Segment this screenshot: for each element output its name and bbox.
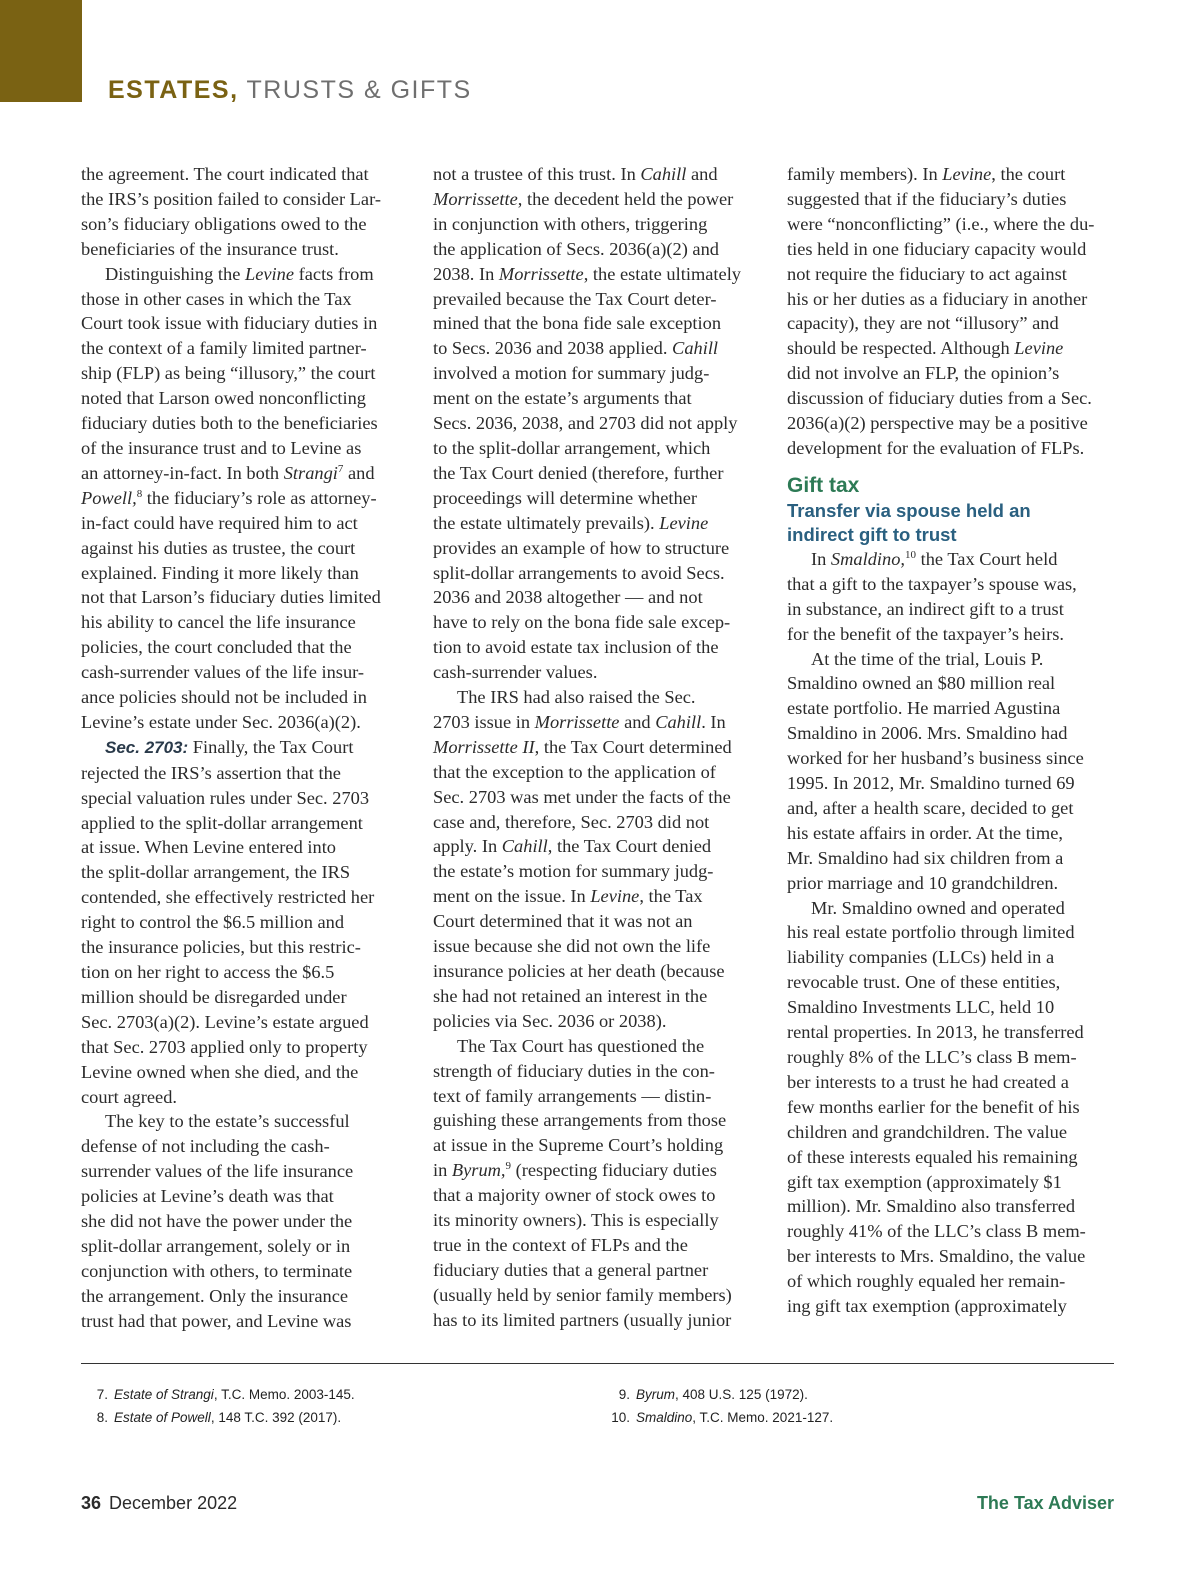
text-line: policies via Sec. 2036 or 2038).: [433, 1010, 667, 1031]
text-line: 2036 and 2038 altogether — and not: [433, 587, 703, 608]
text-line: revocable trust. One of these entities,: [787, 972, 1061, 993]
text-line: of these interests equaled his remaining: [787, 1146, 1078, 1167]
text-line: did not involve an FLP, the opinion’s: [787, 363, 1060, 384]
text-line: noted that Larson owed nonconflicting: [81, 388, 366, 409]
text-line: fiduciary duties that a general partner: [433, 1259, 709, 1280]
text-line: ship (FLP) as being “illusory,” the court: [81, 363, 376, 384]
text-line: have to rely on the bona fide sale excep-: [433, 612, 731, 633]
text-line: Smaldino Investments LLC, held 10: [787, 997, 1055, 1018]
text-line: development for the evaluation of FLPs.: [787, 437, 1085, 458]
text-line: that the exception to the application of: [433, 761, 716, 782]
text-line: his estate affairs in order. At the time,: [787, 822, 1063, 843]
footnote-10: 10. Smaldino, T.C. Memo. 2021-127.: [611, 1410, 834, 1425]
text-line: fiduciary duties both to the beneficiaries: [81, 413, 378, 434]
text-line: that Sec. 2703 applied only to property: [81, 1036, 368, 1057]
paragraph: [787, 896, 1117, 1319]
publication-name: The Tax Adviser: [976, 1493, 1114, 1513]
text-line: explained. Finding it more likely than: [81, 562, 359, 583]
section-heading-gift-tax: Gift tax: [787, 473, 860, 497]
footnote-9: 9. Byrum, 408 U.S. 125 (1972).: [618, 1387, 808, 1402]
text-line: ber interests to a trust he had created a: [787, 1071, 1069, 1092]
text-line: provides an example of how to structure: [433, 537, 730, 558]
text-line: rental properties. In 2013, he transferred: [787, 1022, 1084, 1043]
subheading-transfer-via-spouse: Transfer via spouse held an indirect gift to trust: [787, 499, 1031, 545]
text-line: 2038. In Morrissette, the estate ultimately: [433, 263, 741, 284]
text-line: she had not retained an interest in the: [433, 985, 708, 1006]
text-line: the context of a family limited partner-: [81, 338, 367, 359]
text-line: in substance, an indirect gift to a trust: [787, 598, 1064, 619]
text-line: million). Mr. Smaldino also transferred: [787, 1196, 1076, 1217]
footnote-ref: 7: [337, 462, 344, 475]
text-line: the estate ultimately prevails). Levine: [433, 512, 709, 533]
text-line: proceedings will determine whether: [433, 487, 698, 508]
paragraph: [81, 1109, 411, 1333]
text-line: beneficiaries of the insurance trust.: [81, 238, 339, 259]
footnote-ref: 8: [136, 487, 143, 500]
text-line: At the time of the trial, Louis P.: [811, 648, 1044, 669]
paragraph: [433, 685, 763, 1034]
text-line: insurance policies at her death (because: [433, 961, 725, 981]
text-line: In Smaldino,$^{10}$ the Tax Court held: [811, 548, 1058, 569]
text-line: policies, the court concluded that the: [81, 637, 352, 658]
text-line: of the insurance trust and to Levine as: [81, 437, 362, 458]
text-line: in conjunction with others, triggering: [433, 213, 708, 234]
text-line: to Secs. 2036 and 2038 applied. Cahill: [433, 338, 719, 359]
text-line: Court took issue with fiduciary duties in: [81, 313, 378, 334]
footer-folio: [81, 1493, 237, 1514]
text-line: strength of fiduciary duties in the con-: [433, 1060, 715, 1081]
text-line: of which roughly equaled her remain-: [787, 1271, 1066, 1292]
text-line: should be respected. Although Levine: [787, 338, 1064, 359]
text-line: Sec. 2703(a)(2). Levine’s estate argued: [81, 1011, 369, 1032]
text-line: roughly 41% of the LLC’s class B mem-: [787, 1221, 1086, 1242]
footnote-7: 7. Estate of Strangi, T.C. Memo. 2003-145.: [96, 1387, 355, 1402]
text-line: the agreement. The court indicated that: [81, 164, 369, 184]
text-line: family members). In Levine, the court: [787, 164, 1066, 184]
paragraph: [81, 262, 411, 735]
text-line: that a majority owner of stock owes to: [433, 1185, 716, 1206]
text-line: 2703 issue in Morrissette and Cahill. In: [433, 711, 726, 732]
text-line: apply. In Cahill, the Tax Court denied: [433, 836, 712, 857]
text-line: those in other cases in which the Tax: [81, 288, 352, 309]
text-line: trust had that power, and Levine was: [81, 1310, 352, 1331]
text-line: suggested that if the fiduciary’s duties: [787, 188, 1067, 209]
paragraph: [787, 547, 1117, 647]
text-line: prior marriage and 10 grandchildren.: [787, 872, 1059, 893]
text-line: the insurance policies, but this restric-: [81, 937, 361, 958]
text-line: mined that the bona fide sale exception: [433, 313, 722, 334]
text-line: ment on the issue. In Levine, the Tax: [433, 886, 703, 907]
text-line: estate portfolio. He married Agustina: [787, 698, 1061, 719]
footnote-ref: 10: [905, 548, 916, 561]
text-line: true in the context of FLPs and the: [433, 1234, 688, 1255]
text-line: involved a motion for summary judg-: [433, 363, 710, 384]
text-line: for the benefit of the taxpayer’s heirs.: [787, 623, 1064, 644]
text-line: the arrangement. Only the insurance: [81, 1285, 349, 1306]
text-line: Powell,$^8$ the fiduciary’s role as attorney-: [81, 487, 377, 508]
text-line: that a gift to the taxpayer’s spouse was,: [787, 573, 1077, 594]
paragraph: [81, 735, 411, 1110]
text-line: liability companies (LLCs) held in a: [787, 947, 1055, 968]
text-line: capacity), they are not “illusory” and: [787, 313, 1059, 334]
text-line: the Tax Court denied (therefore, further: [433, 462, 724, 483]
text-line: in-fact could have required him to act: [81, 512, 358, 533]
text-line: Levine owned when she died, and the: [81, 1061, 359, 1082]
text-line: case and, therefore, Sec. 2703 did not: [433, 811, 710, 832]
text-line: ance policies should not be included in: [81, 687, 368, 708]
text-line: and, after a health scare, decided to get: [787, 797, 1074, 818]
text-line: not require the fiduciary to act against: [787, 263, 1067, 284]
section-header: [108, 76, 472, 105]
text-line: cash-surrender values of the life insur-: [81, 662, 365, 683]
text-line: split-dollar arrangements to avoid Secs.: [433, 562, 725, 583]
text-line: Secs. 2036, 2038, and 2703 did not apply: [433, 413, 738, 434]
text-line: roughly 8% of the LLC’s class B mem-: [787, 1047, 1077, 1067]
text-line: 2036(a)(2) perspective may be a positive: [787, 413, 1088, 434]
text-line: discussion of fiduciary duties from a Sec.: [787, 388, 1092, 409]
text-line: in Byrum,$^9$ (respecting fiduciary duties: [433, 1160, 717, 1181]
text-line: its minority owners). This is especially: [433, 1210, 719, 1231]
text-line: The IRS had also raised the Sec.: [457, 687, 696, 708]
text-line: text of family arrangements — distin-: [433, 1085, 712, 1106]
text-line: not that Larson’s fiduciary duties limited: [81, 587, 381, 608]
text-line: defense of not including the cash-: [81, 1136, 330, 1157]
text-line: ing gift tax exemption (approximately: [787, 1296, 1067, 1317]
text-line: right to control the $6.5 million and: [81, 912, 345, 933]
text-line: split-dollar arrangement, solely or in: [81, 1235, 351, 1256]
text-line: Mr. Smaldino owned and operated: [811, 897, 1065, 918]
column-1: [81, 162, 411, 1334]
section-header-light: TRUSTS & GIFTS: [246, 76, 472, 104]
text-line: Mr. Smaldino had six children from a: [787, 847, 1064, 868]
text-line: applied to the split-dollar arrangement: [81, 812, 363, 833]
text-line: Court determined that it was not an: [433, 911, 693, 932]
text-line: son’s fiduciary obligations owed to the: [81, 213, 367, 234]
text-line: the split-dollar arrangement, the IRS: [81, 862, 351, 883]
text-line: ment on the estate’s arguments that: [433, 388, 692, 409]
footnotes-right: [610, 1383, 833, 1429]
paragraph: [787, 162, 1117, 461]
paragraph: [433, 162, 763, 685]
text-line: Morrissette, the decedent held the power: [433, 188, 734, 209]
text-line: worked for her husband’s business since: [787, 748, 1084, 769]
text-line: has to its limited partners (usually junior: [433, 1309, 732, 1330]
text-line: conjunction with others, to terminate: [81, 1260, 353, 1281]
text-line: ber interests to Mrs. Smaldino, the value: [787, 1246, 1086, 1267]
footnote-ref: 9: [505, 1160, 512, 1173]
text-line: tion on her right to access the $6.5: [81, 962, 335, 982]
text-line: The Tax Court has questioned the: [457, 1035, 705, 1056]
text-line: special valuation rules under Sec. 2703: [81, 787, 370, 808]
text-line: tion to avoid estate tax inclusion of the: [433, 637, 719, 658]
column-3: [787, 162, 1117, 1319]
text-line: 1995. In 2012, Mr. Smaldino turned 69: [787, 773, 1075, 794]
text-line: Smaldino owned an $80 million real: [787, 673, 1056, 694]
paragraph: [787, 647, 1117, 896]
footnote-8: 8. Estate of Powell, 148 T.C. 392 (2017).: [96, 1410, 342, 1425]
text-line: (usually held by senior family members): [433, 1284, 732, 1305]
section-color-block: [0, 0, 82, 102]
text-line: the estate’s motion for summary judg-: [433, 861, 714, 882]
section-header-strong: ESTATES,: [108, 76, 239, 104]
text-line: Distinguishing the Levine facts from: [105, 263, 374, 284]
text-line: Smaldino in 2006. Mrs. Smaldino had: [787, 723, 1068, 744]
text-line: were “nonconflicting” (i.e., where the du-: [787, 213, 1095, 234]
text-line: prevailed because the Tax Court deter-: [433, 288, 717, 309]
text-line: children and grandchildren. The value: [787, 1121, 1068, 1142]
text-line: she did not have the power under the: [81, 1211, 353, 1232]
text-line: his or her duties as a fiduciary in another: [787, 288, 1088, 309]
text-line: at issue. When Levine entered into: [81, 837, 336, 858]
text-line: gift tax exemption (approximately $1: [787, 1171, 1062, 1192]
text-line: few months earlier for the benefit of his: [787, 1096, 1080, 1117]
text-line: not a trustee of this trust. In Cahill and: [433, 164, 718, 184]
page-number: 36: [81, 1493, 102, 1513]
run-in-heading: Sec. 2703:: [105, 737, 189, 757]
text-line: against his duties as trustee, the court: [81, 537, 356, 558]
text-line: Levine’s estate under Sec. 2036(a)(2).: [81, 711, 361, 732]
text-line: The key to the estate’s successful: [105, 1111, 350, 1132]
text-line: ties held in one fiduciary capacity would: [787, 238, 1087, 259]
text-line: the IRS’s position failed to consider Lar-: [81, 188, 381, 209]
text-line: policies at Levine’s death was that: [81, 1186, 334, 1207]
issue-date: December 2022: [109, 1493, 238, 1513]
text-line: Sec. 2703 was met under the facts of the: [433, 786, 731, 807]
text-line: guishing these arrangements from those: [433, 1110, 727, 1131]
footnotes-left: [88, 1383, 355, 1429]
text-line: the application of Secs. 2036(a)(2) and: [433, 238, 719, 259]
text-line: to the split-dollar arrangement, which: [433, 437, 711, 458]
text-line: contended, she effectively restricted her: [81, 887, 375, 908]
text-line: Sec. 2703: Finally, the Tax Court: [105, 736, 354, 757]
text-line: court agreed.: [81, 1086, 177, 1107]
text-line: rejected the IRS’s assertion that the: [81, 762, 341, 783]
text-line: cash-surrender values.: [433, 662, 598, 683]
text-line: an attorney-in-fact. In both Strangi$^7$ and: [81, 462, 375, 483]
text-line: million should be disregarded under: [81, 986, 347, 1007]
text-line: at issue in the Supreme Court’s holding: [433, 1135, 724, 1156]
text-line: his real estate portfolio through limited: [787, 922, 1075, 943]
column-2: [433, 162, 763, 1333]
text-line: his ability to cancel the life insurance: [81, 612, 356, 633]
paragraph: [81, 162, 411, 262]
text-line: issue because she did not own the life: [433, 936, 711, 957]
text-line: Morrissette II, the Tax Court determined: [433, 736, 732, 757]
footnote-divider: [81, 1363, 1114, 1364]
text-line: surrender values of the life insurance: [81, 1161, 354, 1182]
paragraph: [433, 1034, 763, 1333]
